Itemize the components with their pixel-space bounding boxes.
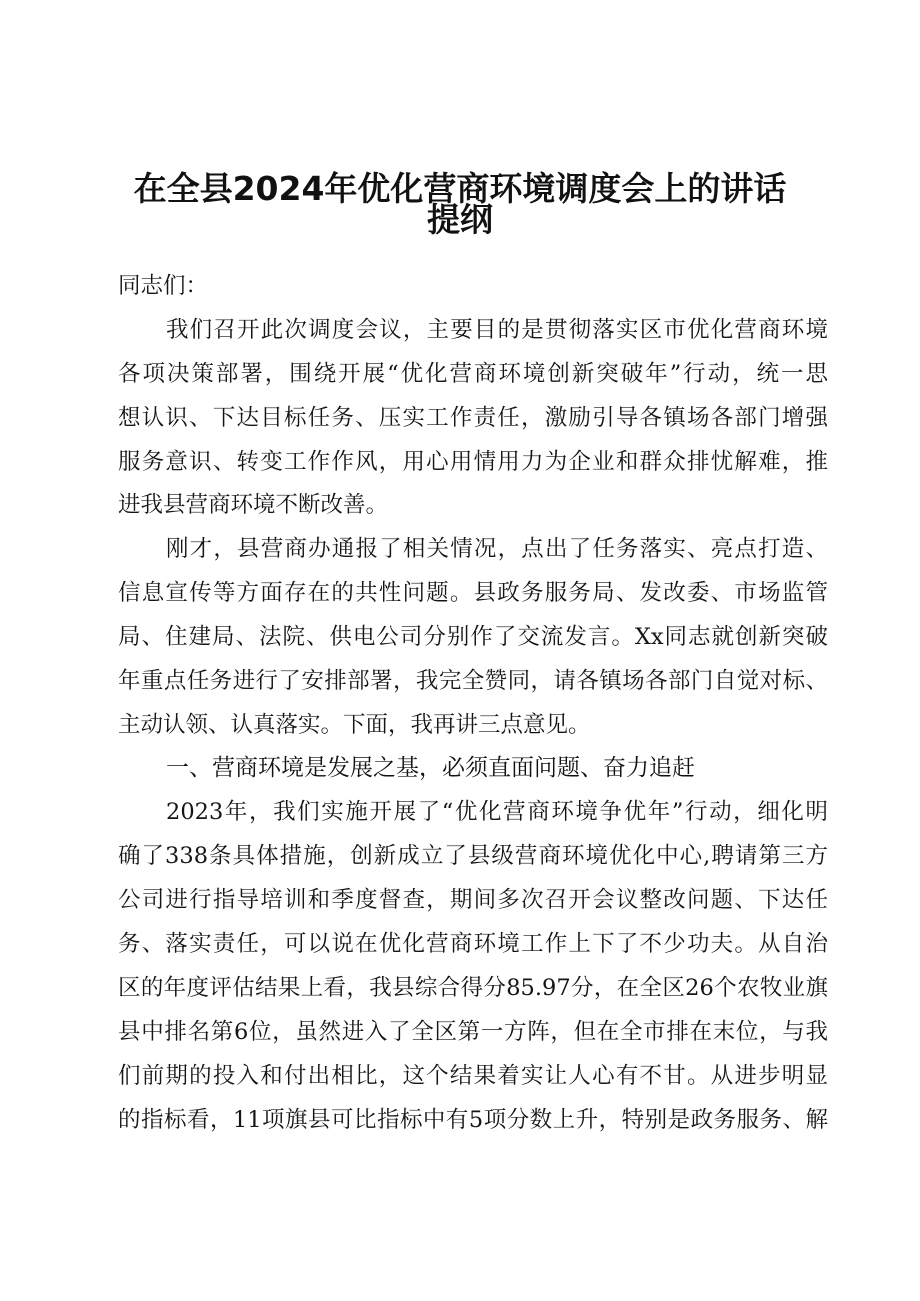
paragraph-2-line: 年重点任务进行了安排部署，我完全赞同，请各镇场各部门自觉对标、 [118,668,828,694]
paragraph-2-line: 信息宣传等方面存在的共性问题。县政务服务局、发改委、市场监管 [118,580,828,606]
paragraph-2-line: 局、住建局、法院、供电公司分别作了交流发言。Xx同志就创新突破 [118,624,828,650]
document-title-line-2: 提纲 [427,200,493,239]
paragraph-3-line: 们前期的投入和付出相比，这个结果着实让人心有不甘。从进步明显 [118,1063,828,1089]
document-title-line-1: 在全县2024年优化营商环境调度会上的讲话 [133,169,787,208]
paragraph-3-line: 2023年，我们实施开展了“优化营商环境争优年”行动，细化明 [166,799,828,825]
paragraph-3-line: 区的年度评估结果上看，我县综合得分85.97分，在全区26个农牧业旗 [118,975,828,1001]
paragraph-3-line: 公司进行指导培训和季度督查，期间多次召开会议整改问题、下达任 [118,887,828,913]
paragraph-1-line: 各项决策部署，围绕开展“优化营商环境创新突破年”行动，统一思 [118,361,828,387]
paragraph-3-line: 县中排名第6位，虽然进入了全区第一方阵，但在全市排在末位，与我 [118,1019,828,1045]
paragraph-2-line: 刚才，县营商办通报了相关情况，点出了任务落实、亮点打造、 [166,536,828,562]
paragraph-1-line: 我们召开此次调度会议，主要目的是贯彻落实区市优化营商环境 [166,317,828,343]
paragraph-2-line: 主动认领、认真落实。下面，我再讲三点意见。 [118,712,591,738]
paragraph-3-line: 的指标看，11项旗县可比指标中有5项分数上升，特别是政务服务、解 [118,1107,828,1133]
salutation: 同志们： [118,273,209,299]
paragraph-1-line: 进我县营商环境不断改善。 [118,492,389,518]
paragraph-3-line: 确了338条具体措施，创新成立了县级营商环境优化中心,聘请第三方 [118,843,828,869]
section-heading-1: 一、营商环境是发展之基，必须直面问题、奋力追赶 [166,755,695,781]
paragraph-1-line: 服务意识、转变工作作风，用心用情用力为企业和群众排忧解难，推 [118,449,828,475]
paragraph-1-line: 想认识、下达目标任务、压实工作责任，激励引导各镇场各部门增强 [118,405,828,431]
paragraph-3-line: 务、落实责任，可以说在优化营商环境工作上下了不少功夫。从自治 [118,931,828,957]
